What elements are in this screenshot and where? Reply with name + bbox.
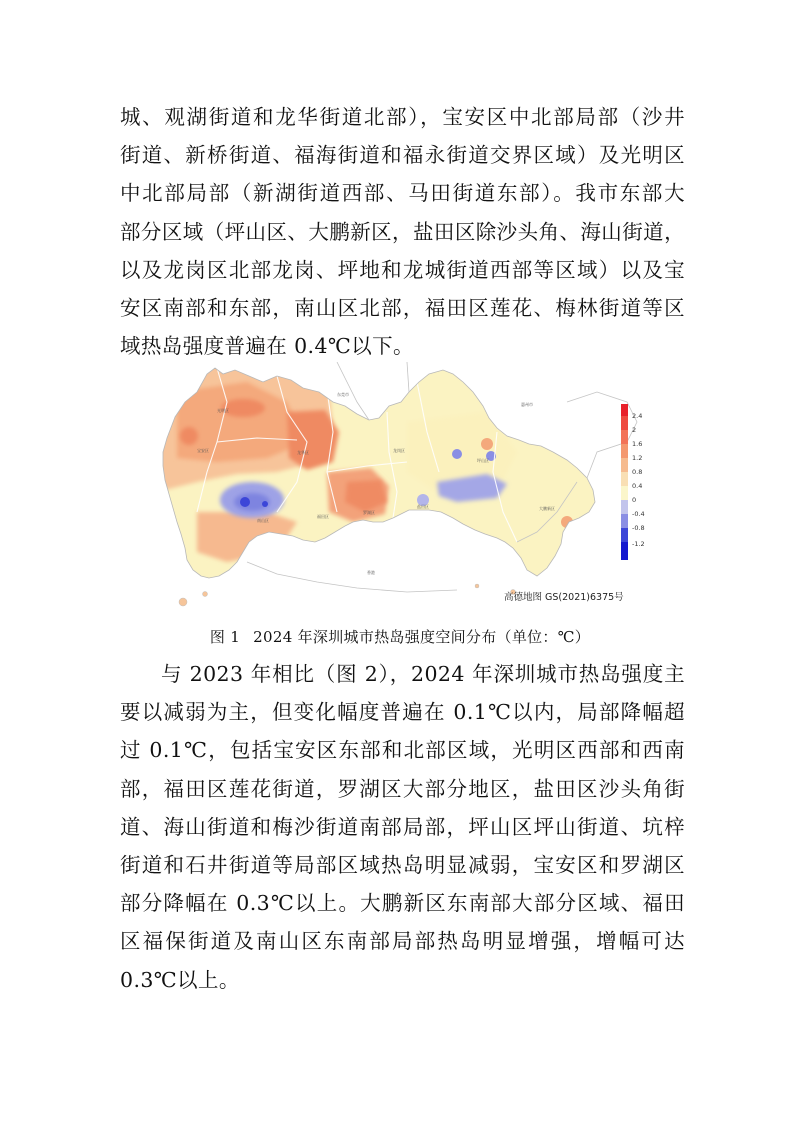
legend-swatch [621,528,628,542]
legend-tick: 1.2 [632,454,643,462]
svg-text:罗湖区: 罗湖区 [363,510,375,515]
legend-swatch [621,404,628,416]
svg-text:惠州市: 惠州市 [521,402,533,407]
text-line: 道、海山街道和梅沙街道南部局部，坪山区坪山街道、坑梓 [120,814,685,839]
svg-text:东莞市: 东莞市 [337,392,349,397]
text-line: 部分降幅在 0.3℃以上。大鹏新区东南部大部分区域、福田 [120,891,685,916]
legend-tick: 2.4 [632,412,643,420]
text-line: 部，福田区莲花街道，罗湖区大部分地区，盐田区沙头角街 [120,776,685,801]
legend-swatch [621,416,628,430]
svg-text:福田区: 福田区 [317,514,329,519]
text-line: 部分区域（坪山区、大鹏新区，盐田区除沙头角、海山街道， [120,219,685,244]
svg-text:光明区: 光明区 [217,408,229,413]
figure-number: 图 1 [209,628,241,646]
text-line: 域热岛强度普遍在 0.4℃以下。 [120,334,414,359]
text-line: 街道、新桥街道、福海街道和福永街道交界区域）及光明区 [120,143,685,168]
legend-tick: -0.8 [632,524,645,532]
svg-text:龙华区: 龙华区 [297,450,309,455]
legend-swatch [621,514,628,528]
heat-island-map [157,362,647,612]
text-line: 过 0.1℃，包括宝安区东部和北部区域，光明区西部和西南 [120,738,685,763]
legend-swatch [621,500,628,514]
text-line: 以及龙岗区北部龙岗、坪地和龙城街道西部等区域）以及宝 [120,257,685,282]
svg-text:南山区: 南山区 [257,518,269,523]
text-line: 安区南部和东部，南山区北部，福田区莲花、梅林街道等区 [120,296,685,321]
legend-swatch [621,472,628,486]
legend-tick: 1.6 [632,440,643,448]
figure-caption-text: 2024 年深圳城市热岛强度空间分布（单位：℃） [253,628,591,646]
map-source-label: 高德地图 GS(2021)6375号 [504,592,624,603]
svg-text:宝安区: 宝安区 [197,448,209,453]
text-line: 城、观湖街道和龙华街道北部），宝安区中北部局部（沙井 [120,105,685,129]
legend-tick: -1.2 [632,540,645,548]
legend-tick: 0.4 [632,482,643,490]
svg-text:香港: 香港 [367,570,375,575]
figure-caption [0,626,800,647]
svg-text:盐田区: 盐田区 [417,504,429,509]
heat-island-map-figure [157,362,647,612]
body-paragraph-2 [120,655,685,999]
legend-tick: 0 [632,496,637,504]
text-line: 与 2023 年相比（图 2），2024 年深圳城市热岛强度主 [161,662,685,686]
svg-text:坪山区: 坪山区 [477,458,489,463]
text-line: 街道和石井街道等局部区域热岛明显减弱，宝安区和罗湖区 [120,853,685,878]
legend-swatch [621,458,628,472]
text-line: 0.3℃以上。 [120,967,240,992]
legend-tick: 0.8 [632,468,643,476]
text-line: 要以减弱为主，但变化幅度普遍在 0.1℃以内，局部降幅超 [120,700,685,725]
legend-swatch [621,542,628,560]
legend-swatch [621,430,628,444]
svg-text:大鹏新区: 大鹏新区 [539,506,555,511]
text-line: 中北部局部（新湖街道西部、马田街道东部）。我市东部大 [120,181,685,206]
body-paragraph-1 [120,98,685,365]
legend-tick: 2 [632,426,637,434]
text-line: 区福保街道及南山区东南部局部热岛明显增强，增幅可达 [120,929,685,954]
legend-swatch [621,444,628,458]
legend-swatch [621,486,628,500]
svg-text:龙岗区: 龙岗区 [393,448,405,453]
legend-tick: -0.4 [632,510,645,518]
